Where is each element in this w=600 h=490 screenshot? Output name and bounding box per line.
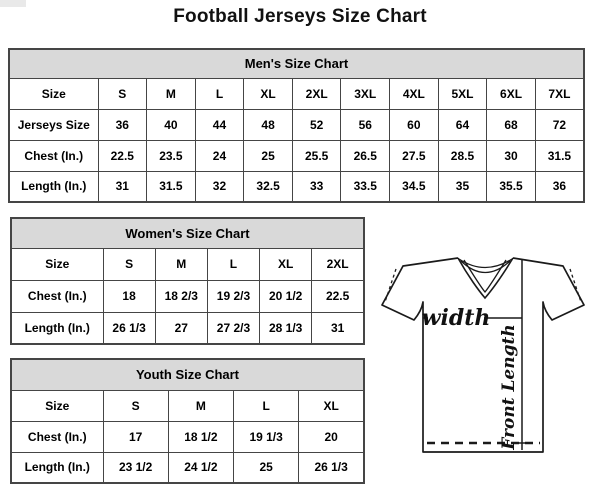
front-length-label: Front Length bbox=[499, 324, 519, 450]
cell-value: 44 bbox=[195, 109, 244, 140]
cell-value: M bbox=[168, 390, 233, 421]
cell-value: M bbox=[147, 78, 196, 109]
cell-value: 23.5 bbox=[147, 140, 196, 171]
jersey-outline bbox=[382, 258, 584, 452]
width-label: width bbox=[421, 305, 491, 331]
cell-value: 26 1/3 bbox=[299, 452, 364, 483]
cell-value: 33.5 bbox=[341, 171, 390, 202]
cell-value: XL bbox=[260, 248, 312, 280]
row-label: Length (In.) bbox=[9, 171, 98, 202]
cell-value: 35.5 bbox=[487, 171, 536, 202]
cell-value: 31 bbox=[312, 312, 364, 344]
cell-value: XL bbox=[299, 390, 364, 421]
cell-value: 48 bbox=[244, 109, 293, 140]
cell-value: 56 bbox=[341, 109, 390, 140]
cell-value: M bbox=[155, 248, 207, 280]
cell-value: 68 bbox=[487, 109, 536, 140]
cell-value: 28.5 bbox=[438, 140, 487, 171]
table-row bbox=[9, 109, 584, 140]
cell-value: 31.5 bbox=[147, 171, 196, 202]
cell-value: 72 bbox=[535, 109, 584, 140]
row-label: Jerseys Size bbox=[9, 109, 98, 140]
cell-value: 18 1/2 bbox=[168, 421, 233, 452]
row-label: Size bbox=[9, 78, 98, 109]
cell-value: 22.5 bbox=[312, 280, 364, 312]
cell-value: 17 bbox=[103, 421, 168, 452]
table-row bbox=[11, 421, 364, 452]
cell-value: 60 bbox=[390, 109, 439, 140]
cell-value: 52 bbox=[292, 109, 341, 140]
row-label: Size bbox=[11, 248, 103, 280]
cell-value: 19 2/3 bbox=[207, 280, 259, 312]
cell-value: S bbox=[103, 248, 155, 280]
row-label: Length (In.) bbox=[11, 312, 103, 344]
youth-table-title-row bbox=[11, 359, 364, 390]
cell-value: S bbox=[98, 78, 147, 109]
cell-value: 18 bbox=[103, 280, 155, 312]
cell-value: L bbox=[234, 390, 299, 421]
cell-value: 24 1/2 bbox=[168, 452, 233, 483]
table-row bbox=[11, 248, 364, 280]
cell-value: XL bbox=[244, 78, 293, 109]
men-table-title: Men's Size Chart bbox=[9, 49, 584, 78]
cell-value: 3XL bbox=[341, 78, 390, 109]
cell-value: 18 2/3 bbox=[155, 280, 207, 312]
cell-value: 24 bbox=[195, 140, 244, 171]
youth-size-table bbox=[10, 358, 365, 484]
table-row bbox=[9, 171, 584, 202]
table-row bbox=[11, 280, 364, 312]
cell-value: 40 bbox=[147, 109, 196, 140]
cell-value: 34.5 bbox=[390, 171, 439, 202]
cell-value: 32 bbox=[195, 171, 244, 202]
cell-value: 31.5 bbox=[535, 140, 584, 171]
women-table-title-row bbox=[11, 218, 364, 248]
cell-value: L bbox=[195, 78, 244, 109]
cell-value: 27 bbox=[155, 312, 207, 344]
cell-value: 27 2/3 bbox=[207, 312, 259, 344]
cell-value: S bbox=[103, 390, 168, 421]
row-label: Size bbox=[11, 390, 103, 421]
cell-value: 26.5 bbox=[341, 140, 390, 171]
cell-value: 25 bbox=[234, 452, 299, 483]
table-row bbox=[9, 78, 584, 109]
cell-value: 36 bbox=[98, 109, 147, 140]
cell-value: 25.5 bbox=[292, 140, 341, 171]
cell-value: 28 1/3 bbox=[260, 312, 312, 344]
cell-value: 31 bbox=[98, 171, 147, 202]
cell-value: L bbox=[207, 248, 259, 280]
row-label: Length (In.) bbox=[11, 452, 103, 483]
youth-table-title: Youth Size Chart bbox=[11, 359, 364, 390]
cell-value: 19 1/3 bbox=[234, 421, 299, 452]
cell-value: 32.5 bbox=[244, 171, 293, 202]
cell-value: 35 bbox=[438, 171, 487, 202]
cell-value: 2XL bbox=[312, 248, 364, 280]
cell-value: 2XL bbox=[292, 78, 341, 109]
row-label: Chest (In.) bbox=[9, 140, 98, 171]
cell-value: 25 bbox=[244, 140, 293, 171]
cell-value: 27.5 bbox=[390, 140, 439, 171]
cell-value: 26 1/3 bbox=[103, 312, 155, 344]
womens-size-table bbox=[10, 217, 365, 345]
mens-size-table bbox=[8, 48, 585, 203]
row-label: Chest (In.) bbox=[11, 280, 103, 312]
cell-value: 23 1/2 bbox=[103, 452, 168, 483]
jersey-illustration bbox=[370, 245, 600, 465]
row-label: Chest (In.) bbox=[11, 421, 103, 452]
table-row bbox=[9, 140, 584, 171]
table-row bbox=[11, 452, 364, 483]
cell-value: 30 bbox=[487, 140, 536, 171]
cell-value: 33 bbox=[292, 171, 341, 202]
cell-value: 64 bbox=[438, 109, 487, 140]
cell-value: 7XL bbox=[535, 78, 584, 109]
cell-value: 36 bbox=[535, 171, 584, 202]
men-table-title-row bbox=[9, 49, 584, 78]
table-row bbox=[11, 390, 364, 421]
cell-value: 5XL bbox=[438, 78, 487, 109]
cell-value: 6XL bbox=[487, 78, 536, 109]
women-table-title: Women's Size Chart bbox=[11, 218, 364, 248]
cell-value: 22.5 bbox=[98, 140, 147, 171]
cell-value: 20 bbox=[299, 421, 364, 452]
jersey-diagram bbox=[370, 245, 600, 465]
page-title: Football Jerseys Size Chart bbox=[173, 6, 427, 27]
cell-value: 20 1/2 bbox=[260, 280, 312, 312]
table-row bbox=[11, 312, 364, 344]
cell-value: 4XL bbox=[390, 78, 439, 109]
